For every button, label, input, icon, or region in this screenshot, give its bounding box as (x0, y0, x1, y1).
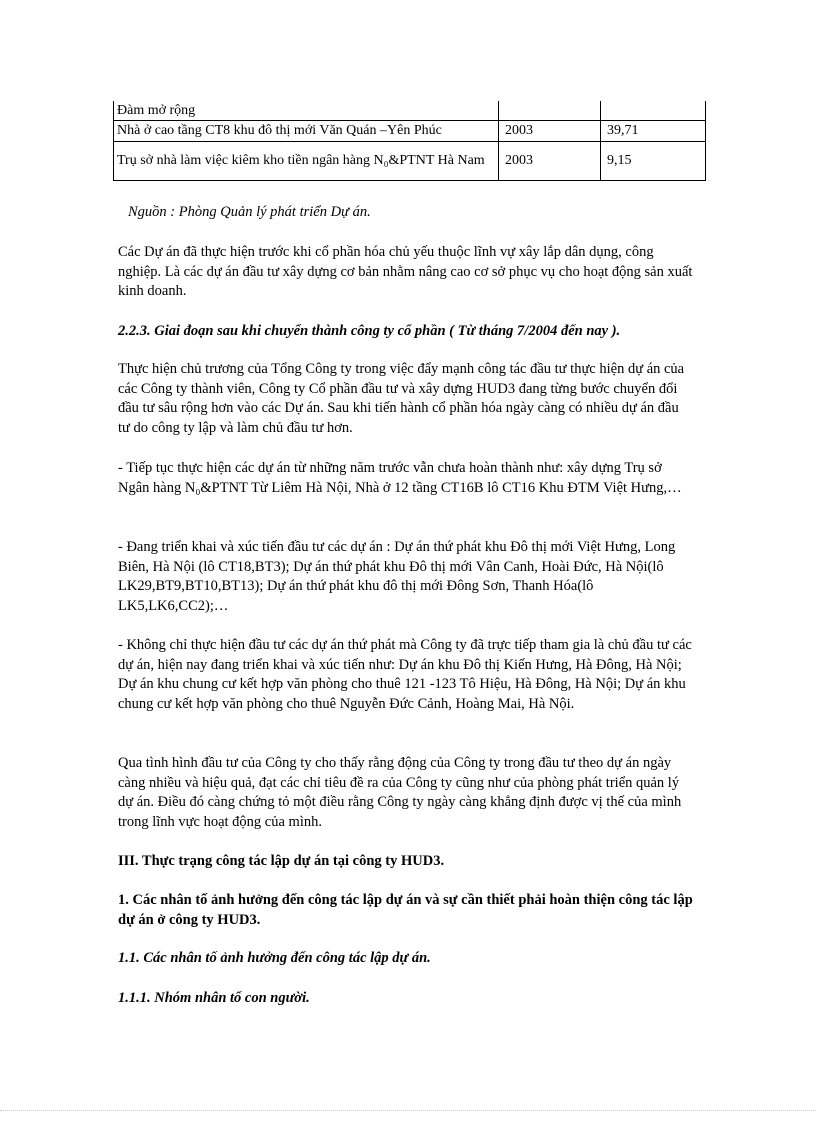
table-row (114, 120, 706, 141)
section-heading-III: III. Thực trạng công tác lập dự án tại công ty HUD3. (118, 853, 445, 869)
section-heading-2-2-3: 2.2.3. Giai đoạn sau khi chuyển thành công ty cổ phần ( Từ tháng 7/2004 đến nay ). (118, 323, 621, 339)
project-year-cell (499, 101, 601, 120)
table-row (114, 101, 706, 120)
section-heading-1: 1. Các nhân tố ảnh hưởng đến công tác lập dự án và sự cần thiết phải hoàn thiện công tác lập dự án ở công ty HUD3. (118, 892, 693, 928)
section-heading-1-1: 1.1. Các nhân tố ảnh hưởng đến công tác lập dự án. (118, 950, 431, 966)
paragraph-3: - Đang triển khai và xúc tiến đầu tư các dự án : Dự án thứ phát khu Đô thị mới Việt Hưng, Long Biên, Hà Nội (lô CT18,BT3); Dự án thứ phát khu Đô thị mới Vân Canh, Hoài Đức, Hà Nội(lô LK29,BT9,BT10,BT13); Dự án thứ phát khu đô thị mới Đông Sơn, Thanh Hóa(lô LK5,LK6,CC2);… (118, 539, 676, 614)
table-row (114, 141, 706, 180)
project-table (113, 101, 706, 181)
project-value-cell: 39,71 (601, 120, 706, 141)
paragraph-intro: Các Dự án đã thực hiện trước khi cổ phần hóa chủ yếu thuộc lĩnh vự xây lắp dân dụng, công nghiệp. Là các dự án đầu tư xây dựng cơ bản nhằm nâng cao cơ sở phục vụ cho hoạt động sản xuất kinh doanh. (118, 244, 693, 299)
project-year-cell: 2003 (499, 120, 601, 141)
section-heading-1-1-1: 1.1.1. Nhóm nhân tố con người. (118, 990, 310, 1006)
paragraph-5: Qua tình hình đầu tư của Công ty cho thấy rằng động của Công ty trong đầu tư theo dự án ngày càng nhiều và hiệu quả, đạt các chỉ tiêu đề ra của Công ty cũng như của phòng phát triển quản lý dự án. Điều đó càng chứng tỏ một điều rằng Công ty ngày càng khẳng định được vị thế của mình trong lĩnh vực hoạt động của mình. (118, 755, 682, 830)
project-value-cell (601, 101, 706, 120)
project-value-cell: 9,15 (601, 141, 706, 180)
paragraph-4: - Không chỉ thực hiện đầu tư các dự án thứ phát mà Công ty đã trực tiếp tham gia là chủ đầu tư các dự án, hiện nay đang triển khai và xúc tiến như: Dự án khu Đô thị Kiến Hưng, Hà Đông, Hà Nội; Dự án khu chung cư kết hợp văn phòng cho thuê 121 -123 Tô Hiệu, Hà Đông, Hà Nội; Dự án khu chung cư kết hợp văn phòng cho thuê Nguyễn Đức Cảnh, Hoàng Mai, Hà Nội. (118, 637, 692, 712)
project-name-cell: Đàm mở rộng (114, 101, 499, 120)
page-bottom-divider (0, 1110, 816, 1111)
project-name-cell: Trụ sở nhà làm việc kiêm kho tiền ngân hàng N₀&PTNT Hà Nam (114, 141, 499, 180)
source-note: Nguồn : Phòng Quản lý phát triển Dự án. (128, 204, 371, 220)
project-year-cell: 2003 (499, 141, 601, 180)
paragraph-1: Thực hiện chủ trương của Tổng Công ty trong việc đẩy mạnh công tác đầu tư thực hiện dự án của các Công ty thành viên, Công ty Cổ phần đầu tư và xây dựng HUD3 đang từng bước chuyển đổi đầu tư sâu rộng hơn vào các Dự án. Sau khi tiến hành cổ phần hóa ngày càng có nhiều dự án đầu tư do công ty lập và làm chủ đầu tư hơn. (118, 361, 685, 436)
project-name-cell: Nhà ở cao tầng CT8 khu đô thị mới Văn Quán –Yên Phúc (114, 120, 499, 141)
paragraph-2: - Tiếp tục thực hiện các dự án từ những năm trước vẫn chưa hoàn thành như: xây dựng Trụ sở Ngân hàng N₀&PTNT Từ Liêm Hà Nội, Nhà ở 12 tầng CT16B lô CT16 Khu ĐTM Việt Hưng,… (118, 460, 682, 496)
